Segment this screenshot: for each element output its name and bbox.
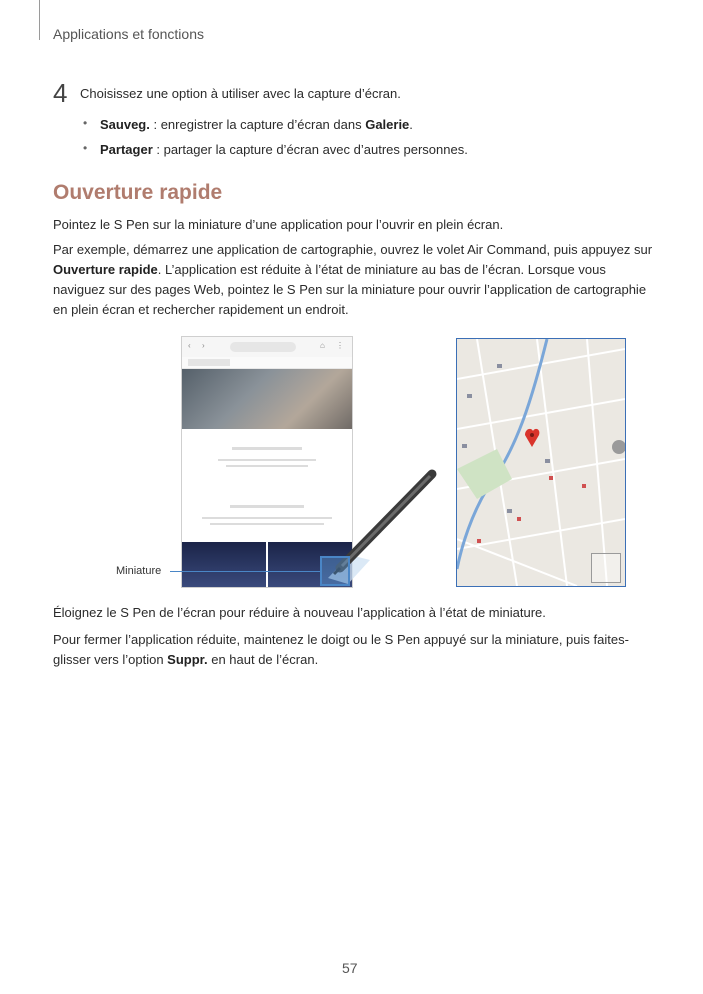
web-text-placeholder <box>202 517 332 519</box>
step-text: Choisissez une option à utiliser avec la capture d’écran. <box>80 86 401 101</box>
browser-toolbar <box>182 337 352 358</box>
bullet-end: . <box>409 117 413 132</box>
example-text-a: Par exemple, démarrez une application de cartographie, ouvrez le volet Air Command, puis appuyez sur <box>53 242 653 257</box>
web-heading-placeholder <box>232 447 302 450</box>
map-thumbnail-outline <box>591 553 621 583</box>
bullet-dot-icon: • <box>83 116 88 130</box>
url-bar <box>230 342 296 352</box>
home-icon: ⌂ <box>320 341 325 350</box>
bullet-body: : partager la capture d’écran avec d’autres personnes. <box>152 142 468 157</box>
after2-text-a: Pour fermer l’application réduite, maintenez le doigt ou le S Pen appuyé sur la miniature, puis faites-glisser vers l’option <box>53 632 629 667</box>
bullet-text <box>100 117 413 132</box>
web-text-placeholder <box>210 523 324 525</box>
bullet-body: : enregistrer la capture d’écran dans <box>149 117 366 132</box>
bullet-bold-app: Galerie <box>365 117 410 132</box>
example-bold: Ouverture rapide <box>53 262 158 277</box>
after2-bold: Suppr. <box>167 652 208 667</box>
forward-icon: › <box>202 341 205 350</box>
after-text-1: Éloignez le S Pen de l’écran pour réduire à nouveau l’application à l’état de miniature. <box>53 605 546 620</box>
page-number: 57 <box>342 960 358 976</box>
browser-tab <box>188 359 230 366</box>
header-rule <box>39 0 40 40</box>
map-app-screen <box>456 338 626 587</box>
bullet-text <box>100 142 468 157</box>
web-hero-image <box>182 369 352 429</box>
back-icon: ‹ <box>188 341 191 350</box>
map-pin-center <box>530 433 534 437</box>
step-number: 4 <box>53 78 68 108</box>
menu-icon: ⋮ <box>336 341 344 350</box>
miniature-thumbnail[interactable] <box>320 556 350 586</box>
web-text-placeholder <box>226 465 308 467</box>
browser-tabs <box>182 357 352 369</box>
after2-text-b: en haut de l’écran. <box>207 652 319 667</box>
section-intro: Pointez le S Pen sur la miniature d’une application pour l’ouvrir en plein écran. <box>53 217 504 232</box>
bullet-bold: Sauveg. <box>100 117 150 132</box>
web-text-placeholder <box>218 459 316 461</box>
bullet-bold: Partager <box>100 142 153 157</box>
page-header-title: Applications et fonctions <box>53 26 204 42</box>
example-text-b: . L’application est réduite à l’état de miniature au bas de l’écran. Lorsque vous naviguez sur des pages Web, pointez le S Pen sur la miniature pour ouvrir l’application de cartographie en plein écran et rechercher rapidement un endroit. <box>53 262 647 317</box>
callout-line <box>170 571 320 572</box>
callout-label: Miniature <box>116 565 162 577</box>
section-example <box>53 240 653 320</box>
after-text-2 <box>53 630 653 670</box>
web-heading-placeholder <box>230 505 304 508</box>
map-canvas <box>457 339 625 586</box>
bullet-dot-icon: • <box>83 141 88 155</box>
section-title: Ouverture rapide <box>53 181 223 204</box>
image-divider <box>266 542 268 587</box>
